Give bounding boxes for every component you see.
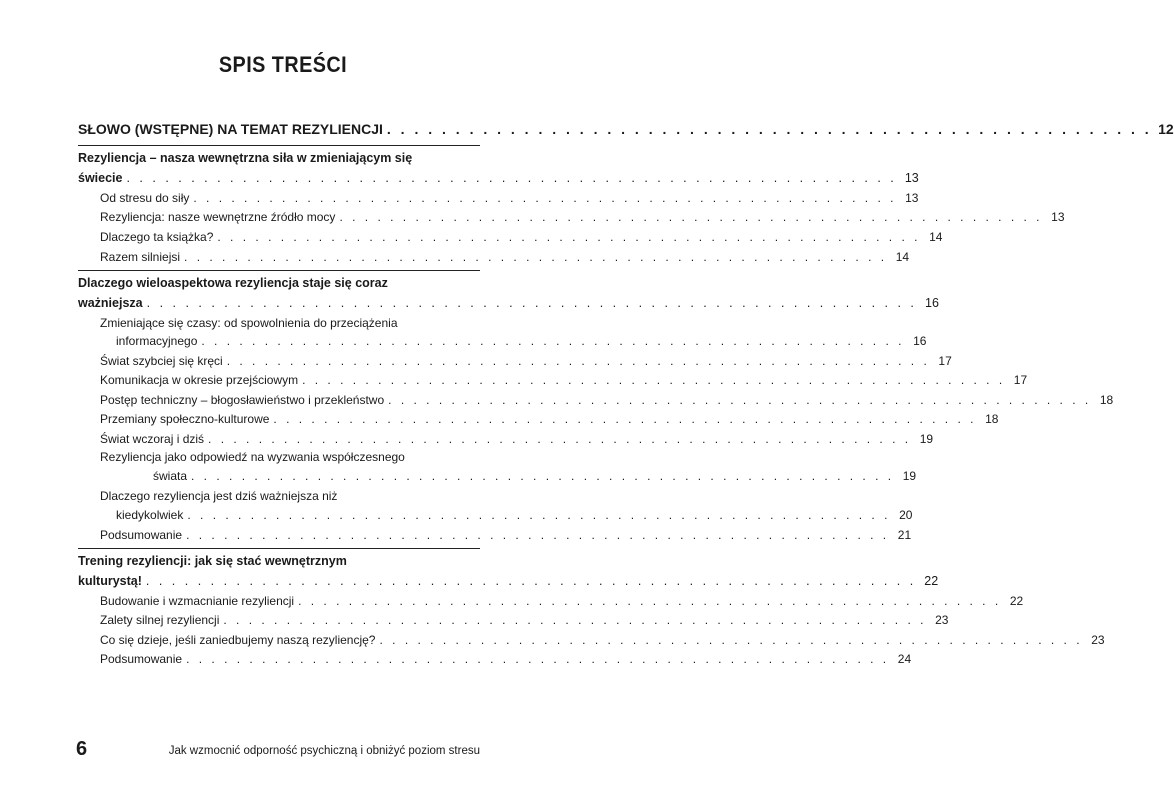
toc-page-number: 16 — [913, 334, 927, 348]
toc-item-title: Rezyliencja: nasze wewnętrzne źródło mocy — [100, 210, 336, 224]
toc-page-number: 19 — [919, 432, 934, 446]
toc-item-title: Razem silniejsi — [100, 250, 181, 264]
dot-leader: . . . . . . . . . . . . . . . . . . . . . . . . . . . . . . . . . . . . . . . . . . . . . . . . . . . . . . . . . . . . — [145, 574, 917, 588]
toc-page-number: 24 — [897, 652, 912, 666]
dot-leader: . . . . . . . . . . . . . . . . . . . . . . . . . . . . . . . . . . . . . . . . . . . . . . . . . . . . . . . . — [226, 354, 930, 368]
dot-leader: . . . . . . . . . . . . . . . . . . . . . . . . . . . . . . . . . . . . . . . . . . . . . . . . . . . . . . . . — [223, 613, 927, 627]
toc-page-number: 14 — [895, 250, 910, 264]
toc-item — [100, 594, 1024, 608]
page-number: 6 — [76, 738, 88, 760]
toc-item-title-line: Zmieniające się czasy: od spowolnienia do przeciążenia — [100, 316, 398, 330]
dot-leader: . . . . . . . . . . . . . . . . . . . . . . . . . . . . . . . . . . . . . . . . . . . . . . . . . . . . . . . . — [201, 334, 905, 348]
toc-item-title-line: Rezyliencja jako odpowiedź na wyzwania współczesnego — [100, 450, 405, 464]
toc-page-number: 18 — [1099, 393, 1114, 407]
toc-item-title: Podsumowanie — [100, 652, 183, 666]
toc-page-number: 23 — [1091, 633, 1105, 647]
dot-leader: . . . . . . . . . . . . . . . . . . . . . . . . . . . . . . . . . . . . . . . . . . . . . . . . . . . . . . . . — [273, 412, 977, 426]
section-title-line: ważniejsza — [78, 296, 143, 310]
page-title: SPIS TREŚCI — [218, 52, 348, 77]
section-title-line: kulturystą! — [78, 574, 142, 588]
toc-item — [100, 354, 952, 368]
toc-item — [100, 633, 1105, 647]
toc-item-title: Dlaczego ta książka? — [100, 230, 214, 244]
toc-page-number: 22 — [924, 574, 939, 588]
dot-leader: . . . . . . . . . . . . . . . . . . . . . . . . . . . . . . . . . . . . . . . . . . . . . . . . . . . . . . . . — [302, 373, 1006, 387]
toc-item — [100, 613, 949, 627]
dot-leader: . . . . . . . . . . . . . . . . . . . . . . . . . . . . . . . . . . . . . . . . . . . . . . . . . . . . . . . . — [298, 594, 1002, 608]
section-title-line: Rezyliencja – nasza wewnętrzna siła w zmieniającym się — [78, 151, 413, 165]
toc-item — [100, 191, 919, 205]
toc-item-title: Podsumowanie — [100, 528, 183, 542]
dot-leader: . . . . . . . . . . . . . . . . . . . . . . . . . . . . . . . . . . . . . . . . . . . . . . . . . . . . . . . . — [339, 210, 1043, 224]
toc-item-title: Komunikacja w okresie przejściowym — [100, 373, 299, 387]
toc-item-title: kiedykolwiek — [116, 508, 184, 522]
toc-item-title: Od stresu do siły — [100, 191, 190, 205]
dot-leader: . . . . . . . . . . . . . . . . . . . . . . . . . . . . . . . . . . . . . . . . . . . . . . . . . . . . . . . . — [184, 250, 888, 264]
toc-page-number: 14 — [929, 230, 943, 244]
toc-page-number: 20 — [899, 508, 913, 522]
dot-leader: . . . . . . . . . . . . . . . . . . . . . . . . . . . . . . . . . . . . . . . . . . . . . . . . . . . . . . . . — [186, 652, 890, 666]
toc-item-title: Świat szybciej się kręci — [100, 354, 223, 368]
divider — [78, 145, 480, 146]
toc-page-number: 19 — [902, 469, 917, 483]
toc-entry-foreword — [78, 121, 1174, 137]
section-title-line: świecie — [78, 171, 123, 185]
toc-item — [100, 432, 934, 446]
dot-leader: . . . . . . . . . . . . . . . . . . . . . . . . . . . . . . . . . . . . . . . . . . . . . . . . . . . . . . . . — [186, 528, 890, 542]
toc-page-number: 18 — [985, 412, 999, 426]
toc-item — [100, 230, 943, 244]
toc-page-number: 13 — [1051, 210, 1065, 224]
toc-item — [100, 652, 912, 666]
divider — [78, 548, 480, 549]
dot-leader: . . . . . . . . . . . . . . . . . . . . . . . . . . . . . . . . . . . . . . . . . . . . . . . . . . . . . . . . — [191, 469, 895, 483]
toc-item — [116, 508, 913, 522]
toc-page-number: 17 — [938, 354, 952, 368]
toc-section-2 — [78, 296, 939, 310]
toc-item — [100, 393, 1114, 407]
toc-item-title: Przemiany społeczno-kulturowe — [100, 412, 270, 426]
toc-page-number: 22 — [1009, 594, 1024, 608]
dot-leader: . . . . . . . . . . . . . . . . . . . . . . . . . . . . . . . . . . . . . . . . . . . . . . . . . . . . . . . . — [379, 633, 1083, 647]
toc-item — [100, 250, 910, 264]
toc-page-number: 17 — [1013, 373, 1028, 387]
divider — [78, 270, 480, 271]
toc-item-title: Budowanie i wzmacnianie rezyliencji — [100, 594, 295, 608]
toc-page-number: 13 — [904, 171, 919, 185]
toc-item-title: Postęp techniczny – błogosławieństwo i przekleństwo — [100, 393, 385, 407]
toc-page-number: 23 — [935, 613, 949, 627]
toc-page-number: 13 — [905, 191, 919, 205]
toc-item — [153, 469, 917, 483]
toc-item — [100, 528, 912, 542]
toc-item-title: informacyjnego — [116, 334, 198, 348]
toc-item-title: świata — [153, 469, 188, 483]
dot-leader: . . . . . . . . . . . . . . . . . . . . . . . . . . . . . . . . . . . . . . . . . . . . . . . . . . . . . . . . . . . . — [146, 296, 917, 310]
dot-leader: . . . . . . . . . . . . . . . . . . . . . . . . . . . . . . . . . . . . . . . . . . . . . . . . . . . . . . . . — [217, 230, 921, 244]
toc-page-number: 21 — [897, 528, 912, 542]
toc-item-title-line: Dlaczego rezyliencja jest dziś ważniejsza niż — [100, 489, 338, 503]
toc-page-number: 16 — [925, 296, 939, 310]
toc-item-title: Co się dzieje, jeśli zaniedbujemy naszą rezyliencję? — [100, 633, 376, 647]
dot-leader: . . . . . . . . . . . . . . . . . . . . . . . . . . . . . . . . . . . . . . . . . . . . . . . . . . . . . . . . — [193, 191, 897, 205]
dot-leader: . . . . . . . . . . . . . . . . . . . . . . . . . . . . . . . . . . . . . . . . . . . . . . . . . . . . . . . . — [388, 393, 1092, 407]
section-title-line: Trening rezyliencji: jak się stać wewnętrznym — [78, 554, 347, 568]
toc-item — [100, 412, 999, 426]
toc-page-number: 12 — [1158, 121, 1174, 137]
toc-section-3 — [78, 574, 939, 588]
dot-leader: . . . . . . . . . . . . . . . . . . . . . . . . . . . . . . . . . . . . . . . . . . . . . . . . . . . . . . . . — [187, 508, 891, 522]
dot-leader: . . . . . . . . . . . . . . . . . . . . . . . . . . . . . . . . . . . . . . . . . . . . . . . . . . . . . . . . — [386, 121, 1152, 137]
toc-item-title: Zalety silnej rezyliencji — [100, 613, 220, 627]
section-title-line: Dlaczego wieloaspektowa rezyliencja staje się coraz — [78, 276, 388, 290]
dot-leader: . . . . . . . . . . . . . . . . . . . . . . . . . . . . . . . . . . . . . . . . . . . . . . . . . . . . . . . . . . . . — [126, 171, 897, 185]
dot-leader: . . . . . . . . . . . . . . . . . . . . . . . . . . . . . . . . . . . . . . . . . . . . . . . . . . . . . . . . — [208, 432, 912, 446]
toc-item-title: Świat wczoraj i dziś — [100, 432, 205, 446]
toc-item — [100, 210, 1065, 224]
toc-item — [116, 334, 927, 348]
toc-section-1 — [78, 171, 919, 185]
running-footer: Jak wzmocnić odporność psychiczną i obniżyć poziom stresu — [168, 745, 480, 757]
toc-item — [100, 373, 1028, 387]
toc-entry-title: SŁOWO (WSTĘPNE) NA TEMAT REZYLIENCJI — [78, 121, 383, 137]
